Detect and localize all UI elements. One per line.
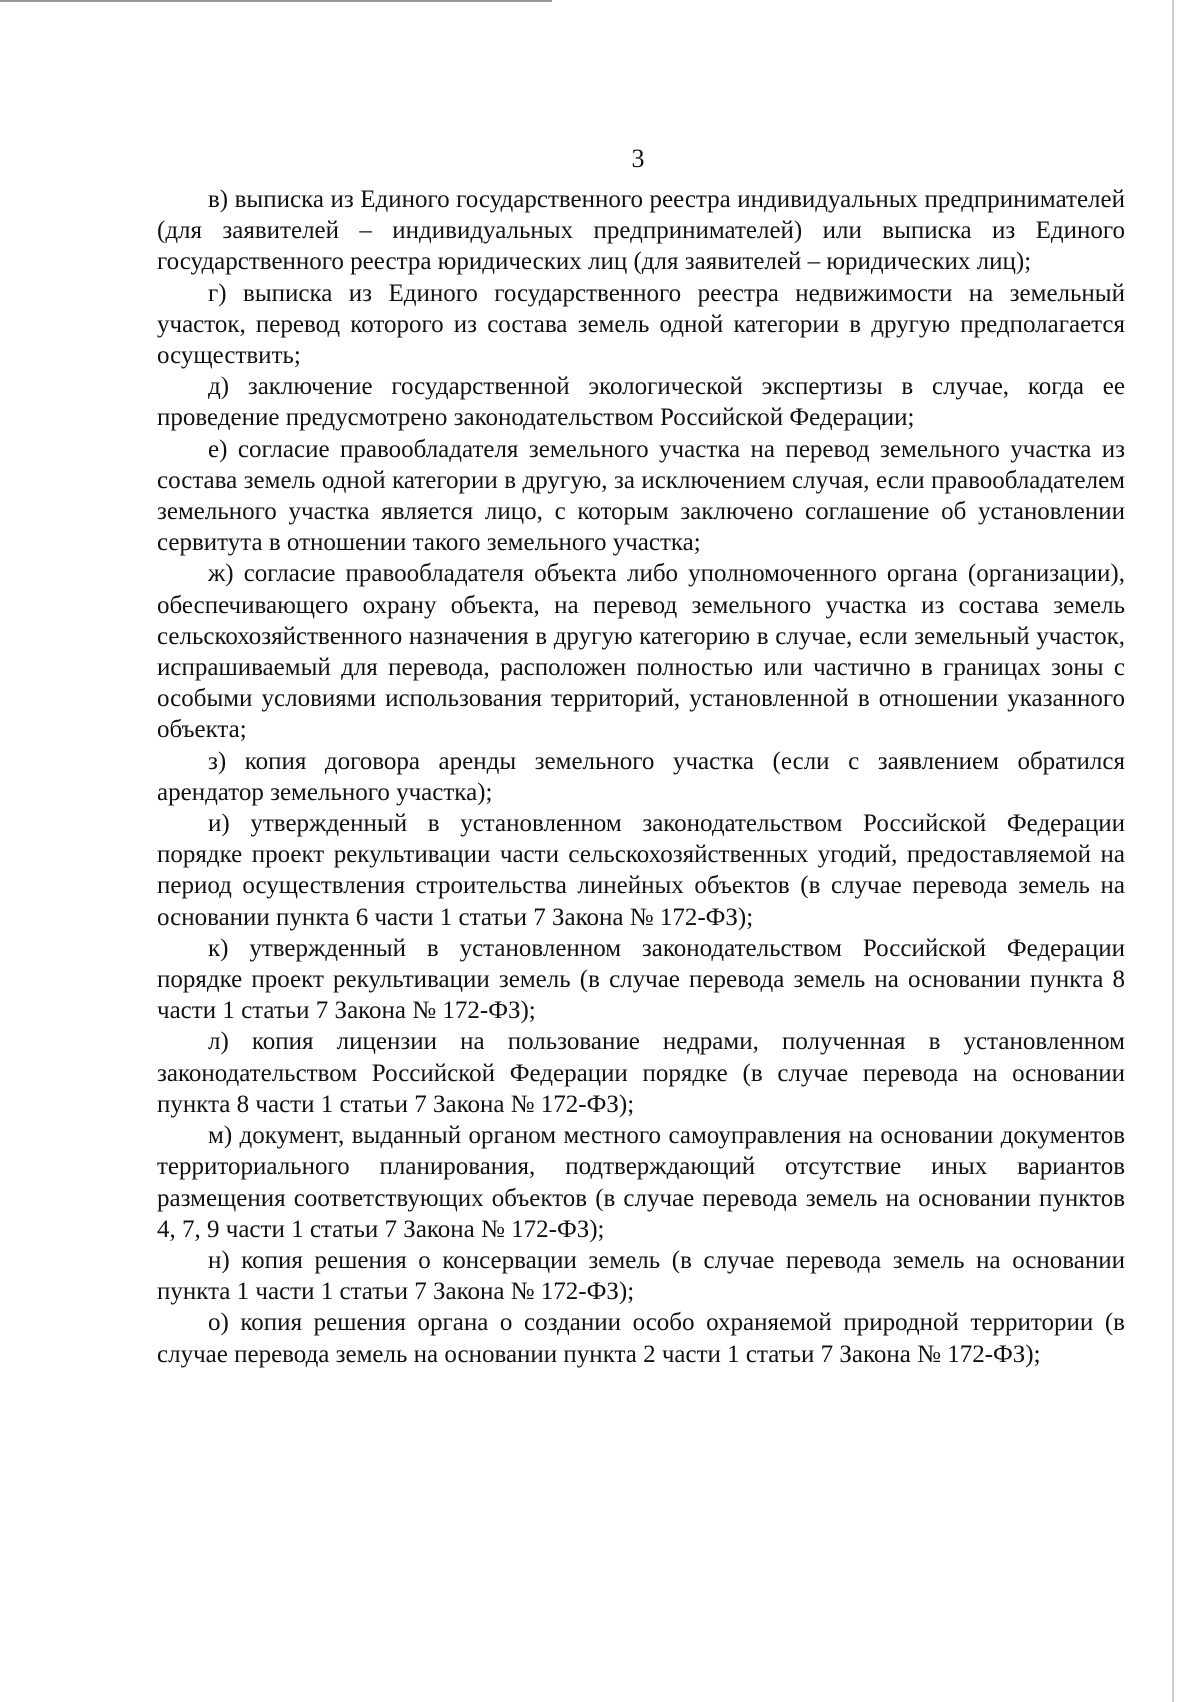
paragraph-e: е) согласие правообладателя земельного участка на перевод земельного участка из состава земель одной категории в другую, за исключением случая, если правообладателем земельного участка является лицо, с которым заключено соглашение об установлении сервитута в отношении такого земельного участка;: [157, 435, 1125, 557]
paragraph-g: г) выписка из Единого государственного реестра недвижимости на земельный участок, перевод которого из состава земель одной категории в другую предполагается осуществить;: [157, 279, 1125, 370]
paragraph-o: о) копия решения органа о создании особо охраняемой природной территории (в случае перевода земель на основании пункта 2 части 1 статьи 7 Закона № 172-ФЗ);: [157, 1309, 1125, 1368]
paragraph-m: м) документ, выданный органом местного самоуправления на основании документов территориального планирования, подтверждающий отсутствие иных вариантов размещения соответствующих объектов (в случае перевода земель на основании пунктов 4, 7, 9 части 1 статьи 7 Закона № 172-ФЗ);: [157, 1122, 1125, 1243]
paragraph-l: л) копия лицензии на пользование недрами, полученная в установленном законодательством Российской Федерации порядке (в случае перевода на основании пункта 8 части 1 статьи 7 Закона № 172-ФЗ);: [157, 1028, 1125, 1118]
paragraph-i: и) утвержденный в установленном законодательством Российской Федерации порядке проект рекультивации части сельскохозяйственных угодий, предоставляемой на период осуществления строительства линейных объектов (в случае перевода земель на основании пункта 6 части 1 статьи 7 Закона № 172-ФЗ);: [157, 810, 1125, 931]
page-number: 3: [631, 144, 645, 173]
document-body: [157, 184, 1125, 1370]
paragraph-d: д) заключение государственной экологической экспертизы в случае, когда ее проведение предусмотрено законодательством Российской Федерации;: [157, 373, 1125, 432]
scan-edge-right: [1172, 0, 1174, 1702]
paragraph-k: к) утвержденный в установленном законодательством Российской Федерации порядке проект рекультивации земель (в случае перевода земель на основании пункта 8 части 1 статьи 7 Закона № 172-ФЗ);: [157, 934, 1125, 1025]
paragraph-zh: ж) согласие правообладателя объекта либо уполномоченного органа (организации), обеспечивающего охрану объекта, на перевод земельного участка из состава земель сельскохозяйственного назначения в другую категорию в случае, если земельный участок, испрашиваемый для перевода, расположен полностью или частично в границах зоны с особыми условиями использования территорий, установленной в отношении указанного объекта;: [157, 560, 1125, 744]
paragraph-v: в) выписка из Единого государственного реестра индивидуальных предпринимателей (для заявителей – индивидуальных предпринимателей) или выписка из Единого государственного реестра юридических лиц (для заявителей – юридических лиц);: [157, 186, 1125, 276]
paragraph-z: з) копия договора аренды земельного участка (если с заявлением обратился арендатор земельного участка);: [157, 747, 1125, 806]
paragraph-n: н) копия решения о консервации земель (в случае перевода земель на основании пункта 1 части 1 статьи 7 Закона № 172-ФЗ);: [157, 1246, 1125, 1306]
scan-edge-top: [0, 0, 552, 2]
